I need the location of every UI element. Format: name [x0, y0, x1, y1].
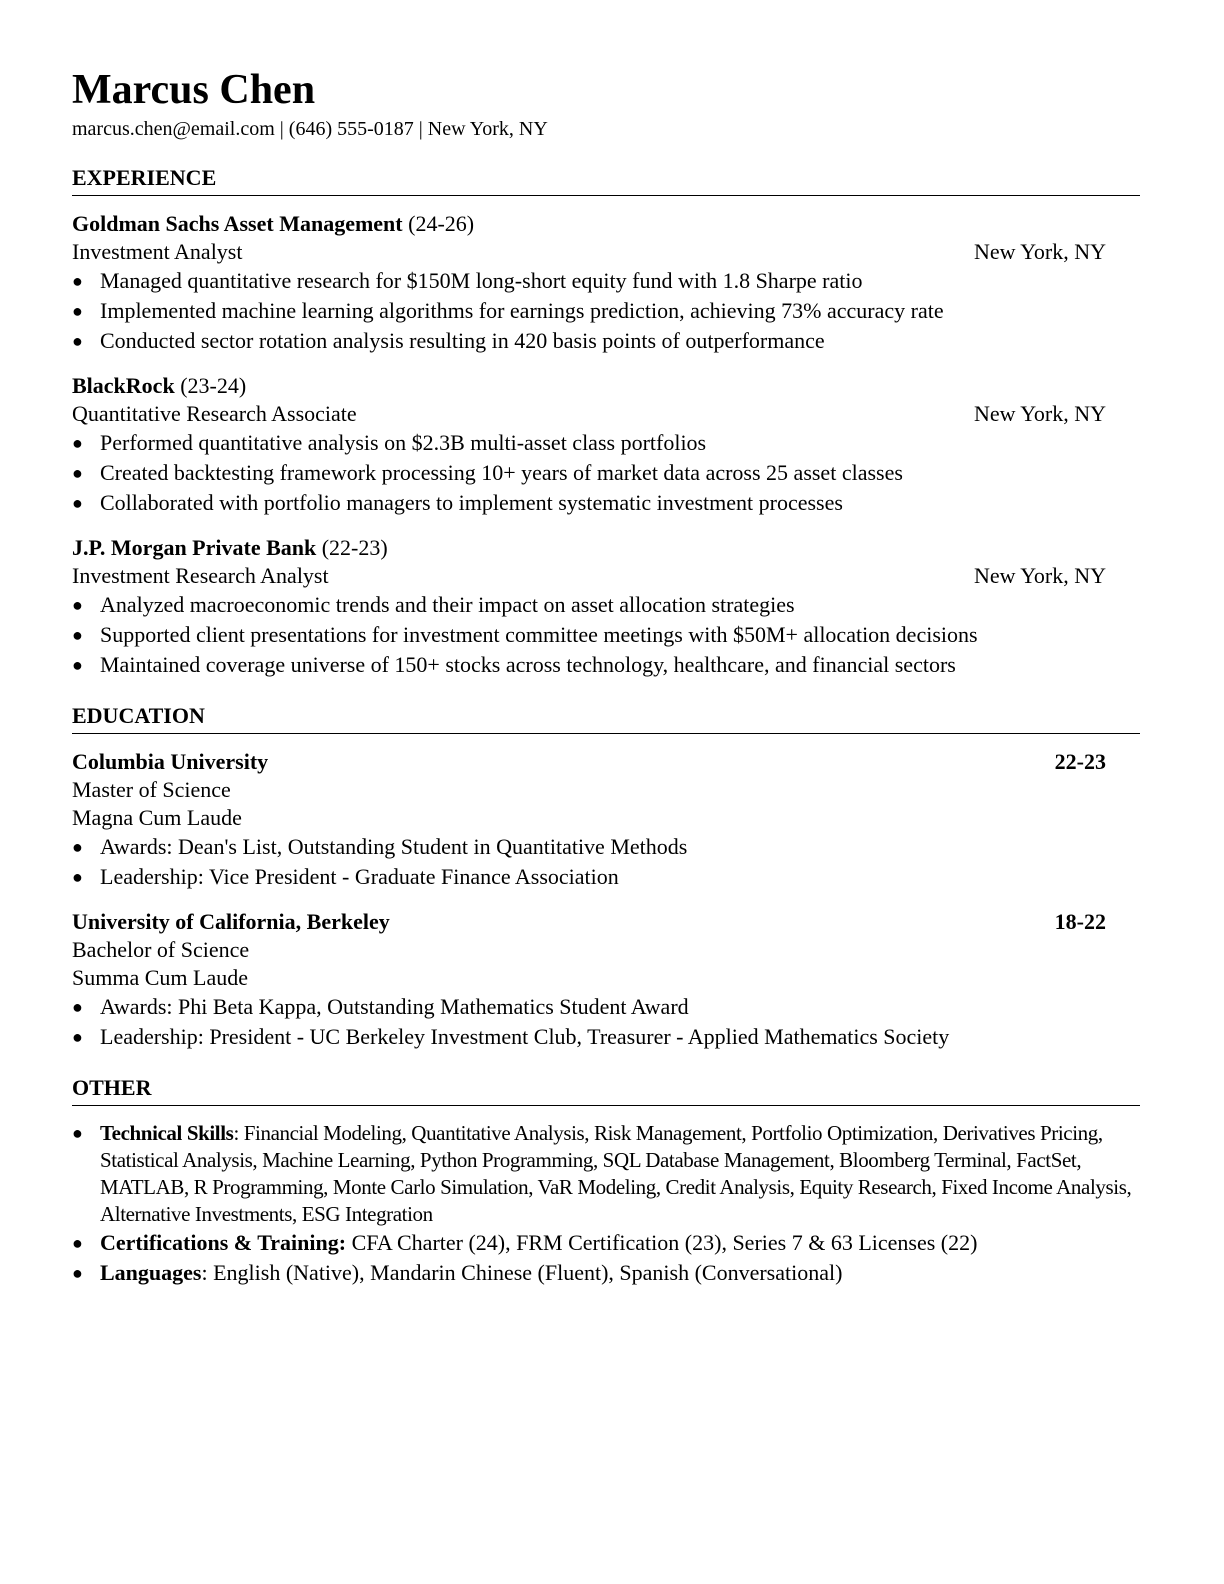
school-entry: [72, 748, 1140, 892]
bullet-item: ● Leadership: Vice President - Graduate Finance Association: [72, 862, 1140, 892]
school-dates: 18-22: [1054, 909, 1106, 934]
other-list: [72, 1120, 1140, 1288]
bullet-item: ● Implemented machine learning algorithms for earnings prediction, achieving 73% accuracy rate: [72, 296, 1140, 326]
bullet-item: ● Supported client presentations for investment committee meetings with $50M+ allocation decisions: [72, 620, 1140, 650]
education-heading: EDUCATION: [72, 702, 1140, 734]
company-name: Goldman Sachs Asset Management: [72, 211, 403, 236]
job-role: Quantitative Research Associate: [72, 401, 357, 426]
experience-heading: EXPERIENCE: [72, 164, 1140, 196]
job-role: Investment Analyst: [72, 239, 243, 264]
company-name: J.P. Morgan Private Bank: [72, 535, 317, 560]
certifications-item: [72, 1228, 1140, 1258]
job-bullets: [72, 266, 1140, 356]
school-entry: [72, 908, 1140, 1052]
item-label: Technical Skills: [100, 1121, 234, 1145]
languages-item: [72, 1258, 1140, 1288]
item-separator: :: [201, 1260, 214, 1285]
job-location: New York, NY: [973, 239, 1106, 264]
bullet-item: ● Awards: Phi Beta Kappa, Outstanding Mathematics Student Award: [72, 992, 1140, 1022]
bullet-item: ● Conducted sector rotation analysis resulting in 420 basis points of outperformance: [72, 326, 1140, 356]
bullet-item: ● Analyzed macroeconomic trends and their impact on asset allocation strategies: [72, 590, 1140, 620]
school-name: University of California, Berkeley: [72, 909, 390, 934]
job-dates: (22-23): [316, 535, 388, 560]
job-bullets: [72, 428, 1140, 518]
resume-header: [72, 66, 1140, 142]
job-entry: [72, 210, 1140, 356]
bullet-item: ● Maintained coverage universe of 150+ stocks across technology, healthcare, and financial sectors: [72, 650, 1140, 680]
job-dates: (24-26): [402, 211, 475, 236]
job-bullets: [72, 590, 1140, 680]
bullet-item: ● Awards: Dean's List, Outstanding Student in Quantitative Methods: [72, 832, 1140, 862]
honors: Magna Cum Laude: [72, 805, 242, 830]
item-text: English (Native), Mandarin Chinese (Fluent), Spanish (Conversational): [213, 1260, 843, 1285]
school-dates: 22-23: [1054, 749, 1106, 774]
job-location: New York, NY: [973, 563, 1106, 588]
item-label: Languages: [100, 1260, 202, 1285]
item-text: Financial Modeling, Quantitative Analysis, Risk Management, Portfolio Optimization, Derivatives Pricing, Statistical Analysis, Machine Learning, Python Programming, SQL Database Management, Bloomberg Terminal, FactSet, MATLAB, R Programming, Monte Carlo Simulation, VaR Modeling, Credit Analysis, Equity Research, Fixed Income Analysis, Alternative Investments, ESG Integration: [100, 1121, 1132, 1226]
item-label: Certifications & Training:: [100, 1230, 347, 1255]
job-entry: [72, 534, 1140, 680]
candidate-name: Marcus Chen: [72, 67, 316, 113]
school-bullets: [72, 832, 1140, 892]
school-name: Columbia University: [72, 749, 269, 774]
job-location: New York, NY: [973, 401, 1106, 426]
bullet-item: ● Leadership: President - UC Berkeley Investment Club, Treasurer - Applied Mathematics Society: [72, 1022, 1140, 1052]
job-entry: [72, 372, 1140, 518]
bullet-item: ● Performed quantitative analysis on $2.3B multi-asset class portfolios: [72, 428, 1140, 458]
school-bullets: [72, 992, 1140, 1052]
degree: Bachelor of Science: [72, 937, 250, 962]
item-separator: :: [233, 1121, 244, 1145]
bullet-item: ● Created backtesting framework processing 10+ years of market data across 25 asset classes: [72, 458, 1140, 488]
degree: Master of Science: [72, 777, 231, 802]
honors: Summa Cum Laude: [72, 965, 248, 990]
technical-skills-item: [72, 1120, 1140, 1228]
contact-info: marcus.chen@email.com | (646) 555-0187 | New York, NY: [72, 118, 548, 140]
other-heading: OTHER: [72, 1074, 1140, 1106]
job-role: Investment Research Analyst: [72, 563, 329, 588]
item-text: CFA Charter (24), FRM Certification (23), Series 7 & 63 Licenses (22): [351, 1230, 978, 1255]
job-dates: (23-24): [174, 373, 247, 398]
company-name: BlackRock: [72, 373, 175, 398]
bullet-item: ● Collaborated with portfolio managers to implement systematic investment processes: [72, 488, 1140, 518]
bullet-item: ● Managed quantitative research for $150M long-short equity fund with 1.8 Sharpe ratio: [72, 266, 1140, 296]
